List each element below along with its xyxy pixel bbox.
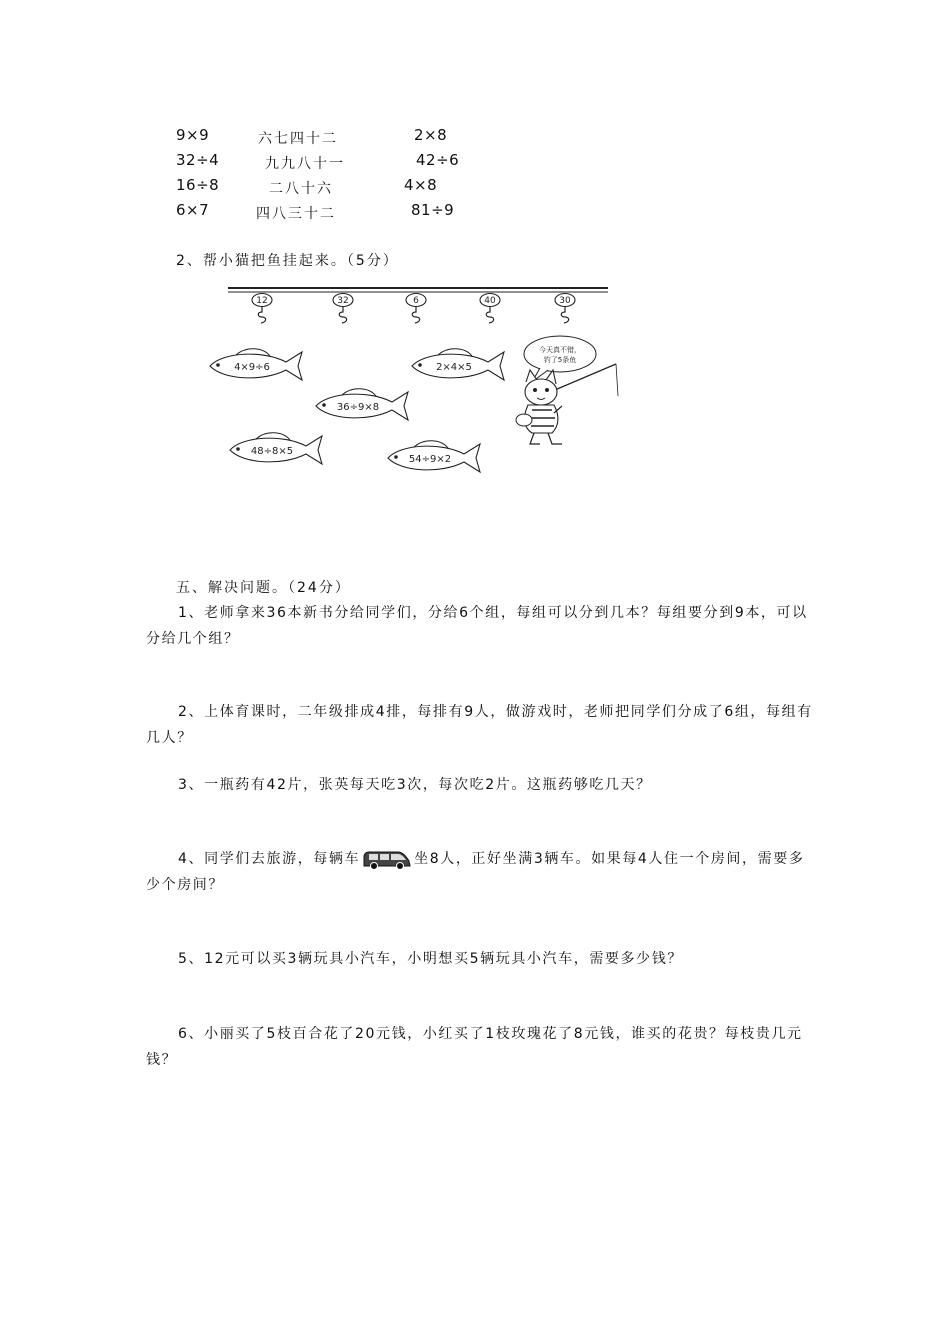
problem-2: 2、上体育课时，二年级排成4排，每排有9人，做游戏时，老师把同学们分成了6组，每组有几人？ xyxy=(146,704,813,746)
problem-3: 3、一瓶药有42片，张英每天吃3次，每次吃2片。这瓶药够吃几天？ xyxy=(178,777,652,793)
matching-rhyme-2: 九九八十一 xyxy=(265,156,345,172)
matching-expr-right-3: 4×8 xyxy=(404,176,438,194)
hook-4 xyxy=(480,294,500,324)
problem-5: 5、12元可以买3辆玩具小汽车，小明想买5辆玩具小汽车，需要多少钱？ xyxy=(178,951,683,967)
speech-line-1: 今天真不错， xyxy=(539,346,581,354)
hook-1-label: 12 xyxy=(256,296,268,306)
hook-5 xyxy=(555,294,575,324)
hook-2-label: 32 xyxy=(337,296,349,306)
hook-5-label: 30 xyxy=(559,296,571,306)
speech-bubble xyxy=(524,336,596,382)
speech-line-2: 钓了5条鱼 xyxy=(543,356,577,364)
fish-5-label: 54÷9×2 xyxy=(408,454,452,465)
fish-figure-svg xyxy=(196,278,626,478)
matching-expr-right-4: 81÷9 xyxy=(411,201,455,219)
problem-4-text-after: 坐8人，正好坐满3辆车。如果每4人住一个房间，需要多少个房间？ xyxy=(146,851,805,893)
fishing-cat-illustration xyxy=(516,364,618,444)
fish-4 xyxy=(230,433,322,464)
fish-5 xyxy=(388,441,480,472)
problem-1: 1、老师拿来36本新书分给同学们，分给6个组，每组可以分到几本？每组要分到9本，可以分给几个组？ xyxy=(146,605,808,647)
problem-4 xyxy=(146,846,818,898)
hook-1 xyxy=(252,294,272,324)
matching-expr-3: 16÷8 xyxy=(176,176,220,194)
hook-2 xyxy=(333,294,353,324)
fish-4-label: 48÷8×5 xyxy=(250,446,294,457)
matching-expr-1: 9×9 xyxy=(176,126,210,144)
matching-expr-right-2: 42÷6 xyxy=(416,151,460,169)
problem-6: 6、小丽买了5枝百合花了20元钱，小红买了1枝玫瑰花了8元钱，谁买的花贵？每枝贵几元钱？ xyxy=(146,1026,803,1068)
hook-4-label: 40 xyxy=(484,296,496,306)
question-2-title: 2、帮小猫把鱼挂起来。（5分） xyxy=(176,253,399,269)
van-icon xyxy=(362,848,412,870)
matching-rhyme-4: 四八三十二 xyxy=(256,206,336,222)
fish-2 xyxy=(412,349,504,380)
hook-3 xyxy=(406,294,426,324)
hook-3-label: 6 xyxy=(413,296,419,306)
matching-rhyme-1: 六七四十二 xyxy=(258,131,338,147)
fish-2-label: 2×4×5 xyxy=(436,362,472,373)
fish-3 xyxy=(316,389,408,420)
fish-hanging-figure xyxy=(196,278,626,478)
fish-1 xyxy=(210,349,302,380)
fish-1-label: 4×9÷6 xyxy=(234,362,270,373)
section-5-title: 五、解决问题。（24分） xyxy=(176,580,351,596)
matching-expr-4: 6×7 xyxy=(176,201,210,219)
problem-4-text-before: 4、同学们去旅游，每辆车 xyxy=(178,851,361,867)
fish-3-label: 36÷9×8 xyxy=(336,402,380,413)
matching-expr-right-1: 2×8 xyxy=(414,126,448,144)
matching-expr-2: 32÷4 xyxy=(176,151,220,169)
matching-rhyme-3: 二八十六 xyxy=(269,181,333,197)
